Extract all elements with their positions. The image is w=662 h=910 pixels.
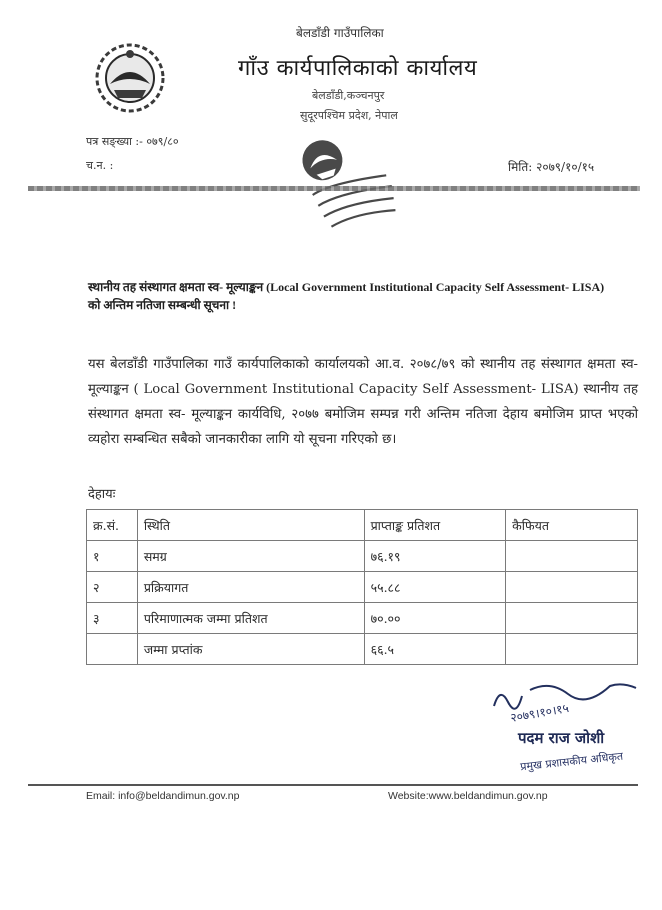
table-row	[87, 541, 638, 572]
header-remarks: कैफियत	[506, 510, 638, 541]
signatory-name: पदम राज जोशी	[518, 729, 605, 747]
signature-date: २०७९।१०।१५	[509, 700, 570, 726]
cell-percentage: ५५.८८	[364, 572, 506, 603]
cell-remarks	[506, 541, 638, 572]
results-table	[86, 509, 638, 665]
table-row	[87, 572, 638, 603]
cell-percentage: ६६.५	[364, 634, 506, 665]
cell-status: परिमाणात्मक जम्मा प्रतिशत	[137, 603, 364, 634]
header-serial: क्र.सं.	[87, 510, 138, 541]
dispatch-number: च.न. :	[86, 159, 114, 172]
cell-remarks	[506, 572, 638, 603]
table-row	[87, 603, 638, 634]
letter-date: मिति: २०७९/१०/१५	[508, 160, 595, 174]
footer-divider	[28, 784, 638, 786]
header-percentage: प्राप्ताङ्क प्रतिशत	[364, 510, 506, 541]
footer-website: Website:www.beldandimun.gov.np	[388, 790, 548, 802]
cell-status: प्रक्रियागत	[137, 572, 364, 603]
cell-status: समग्र	[137, 541, 364, 572]
nepal-emblem-icon	[92, 40, 168, 116]
office-title: गाँउ कार्यपालिकाको कार्यालय	[238, 56, 478, 81]
table-header-row	[87, 510, 638, 541]
annex-label: देहायः	[88, 487, 116, 502]
office-province: सुदूरपश्चिम प्रदेश, नेपाल	[300, 109, 398, 122]
signatory-title: प्रमुख प्रशासकीय अधिकृत	[519, 749, 624, 774]
footer-email: Email: info@beldandimun.gov.np	[86, 790, 240, 802]
reference-number: पत्र सङ्ख्या :- ०७९/८०	[86, 135, 179, 148]
table-row	[87, 634, 638, 665]
cell-serial: १	[87, 541, 138, 572]
cell-percentage: ७०.००	[364, 603, 506, 634]
municipality-name: बेलडाँडी गाउँपालिका	[296, 26, 384, 40]
cell-remarks	[506, 634, 638, 665]
header-divider	[28, 186, 640, 191]
official-stamp-icon	[282, 115, 410, 247]
cell-serial: ३	[87, 603, 138, 634]
cell-remarks	[506, 603, 638, 634]
cell-status: जम्मा प्रप्तांक	[137, 634, 364, 665]
cell-serial: २	[87, 572, 138, 603]
cell-percentage: ७६.१९	[364, 541, 506, 572]
notice-subject: स्थानीय तह संस्थागत क्षमता स्व- मूल्याङ्कन (Local Government Institutional Capacity Self Assessment- LISA) को अन्तिम नतिजा सम्बन्धी सूचना !	[88, 280, 605, 312]
office-address: बेलडाँडी,कञ्चनपुर	[312, 89, 385, 102]
header-status: स्थिति	[137, 510, 364, 541]
notice-body: यस बेलडाँडी गाउँपालिका गाउँ कार्यपालिकाको कार्यालयको आ.व. २०७८/७९ को स्थानीय तह संस्थागत क्षमता स्व- मूल्याङ्कन ( Local Government Institutional Capacity Self Assessment- LISA) स्थानीय तह संस्थागत क्षमता स्व- मूल्याङ्कन कार्यविधि, २०७७ बमोजिम सम्पन्न गरी अन्तिम नतिजा देहाय बमोजिम प्राप्त भएको व्यहोरा सम्बन्धित सबैको जानकारीका लागि यो सूचना गरिएको छ।	[88, 357, 638, 447]
cell-serial	[87, 634, 138, 665]
